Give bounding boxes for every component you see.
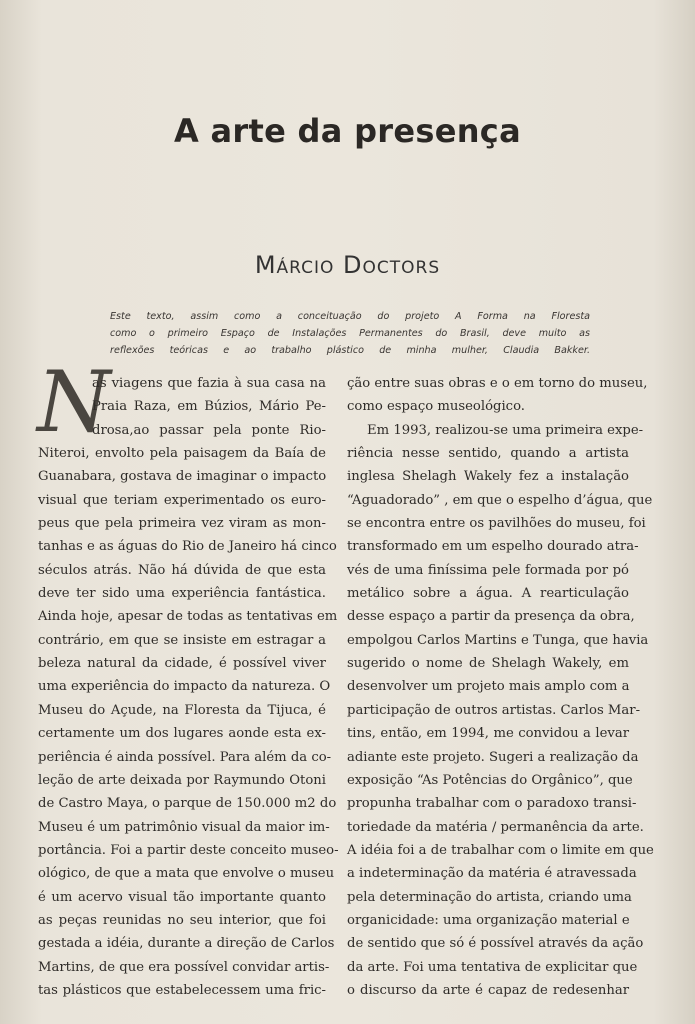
text-line: como espaço museológico.: [347, 399, 525, 415]
epigraph-line: como o primeiro Espaço de Instalações Permanentes do Brasil, deve muito as: [110, 328, 590, 339]
text-line: organicidade: uma organização material e: [347, 912, 630, 928]
text-line: Ainda hoje, apesar de todas as tentativas em: [38, 609, 338, 625]
text-line: metálico sobre a água. A rearticulação: [347, 586, 629, 602]
text-line: portância. Foi a partir deste conceito museo-: [38, 842, 339, 858]
text-line: riência nesse sentido, quando a artista: [347, 446, 629, 462]
text-line: ção entre suas obras e o em torno do museu,: [347, 376, 648, 391]
right-column: [347, 372, 654, 1002]
text-line: tanhas e as águas do Rio de Janeiro há cinco: [38, 539, 337, 555]
left-column: [38, 372, 339, 1002]
author-name: Márcio Doctors: [254, 251, 441, 279]
text-line: propunha trabalhar com o paradoxo transi-: [347, 796, 637, 812]
text-line: desse espaço a partir da presença da obra,: [347, 609, 635, 625]
text-line: se encontra entre os pavilhões do museu, foi: [347, 516, 646, 532]
text-line: inglesa Shelagh Wakely fez a instalação: [347, 469, 629, 485]
text-line: é um acervo visual tão importante quanto: [38, 889, 326, 905]
text-line: séculos atrás. Não há dúvida de que esta: [38, 562, 326, 578]
epigraph-line: reflexões teóricas e ao trabalho plástico de minha mulher, Claudia Bakker.: [110, 345, 590, 356]
text-line: periência é ainda possível. Para além da co-: [38, 749, 332, 765]
text-line: participação de outros artistas. Carlos Mar-: [347, 702, 641, 718]
text-line: certamente um dos lugares aonde esta ex-: [38, 726, 326, 742]
text-line: tins, então, em 1994, me convidou a levar: [347, 726, 629, 742]
text-line: Praia Raza, em Búzios, Mário Pe-: [92, 399, 326, 415]
text-line: adiante este projeto. Sugeri a realização da: [347, 749, 639, 765]
text-line: peus que pela primeira vez viram as mon-: [38, 516, 326, 532]
text-line: desenvolver um projeto mais amplo com a: [347, 679, 630, 695]
text-line: tas plásticos que estabelecessem uma fric-: [38, 982, 326, 998]
text-line: drosa,ao passar pela ponte Rio-: [92, 422, 326, 438]
text-line: as peças reunidas no seu interior, que foi: [38, 912, 326, 928]
text-line: pela determinação do artista, criando uma: [347, 889, 632, 905]
text-line: exposição “As Potências do Orgânico”, que: [347, 772, 633, 788]
text-line: de Castro Maya, o parque de 150.000 m2 do: [38, 796, 337, 812]
text-line: leção de arte deixada por Raymundo Otoni: [38, 772, 326, 788]
text-line: de sentido que só é possível através da ação: [347, 936, 644, 952]
text-line: deve ter sido uma experiência fantástica.: [38, 586, 326, 602]
text-line: Martins, de que era possível convidar artis-: [38, 959, 330, 975]
epigraph-note: [110, 308, 590, 359]
text-line: transformado em um espelho dourado atra-: [347, 539, 639, 555]
text-line: as viagens que fazia à sua casa na: [92, 376, 326, 391]
text-line: “Aguadorado” , em que o espelho d’água, que: [347, 492, 653, 508]
text-line: visual que teriam experimentado os euro-: [38, 492, 326, 508]
text-line: da arte. Foi uma tentativa de explicitar que: [347, 959, 638, 975]
text-line: A idéia foi a de trabalhar com o limite em que: [347, 842, 654, 858]
text-line: beleza natural da cidade, é possível viver: [38, 656, 326, 672]
text-line: vés de uma finíssima pele formada por pó: [347, 562, 629, 578]
text-line: empolgou Carlos Martins e Tunga, que havia: [347, 632, 649, 648]
text-line: Guanabara, gostava de imaginar o impacto: [38, 469, 327, 485]
text-line: Museu é um patrimônio visual da maior im-: [38, 819, 330, 835]
text-line: ológico, de que a mata que envolve o museu: [38, 866, 335, 882]
article-title: A arte da presença: [174, 112, 521, 150]
text-line: o discurso da arte é capaz de redesenhar: [347, 982, 629, 998]
text-line: Em 1993, realizou-se uma primeira expe-: [367, 422, 644, 438]
text-line: sugerido o nome de Shelagh Wakely, em: [347, 656, 629, 672]
text-line: a indeterminação da matéria é atravessada: [347, 866, 637, 882]
drop-cap: N: [37, 353, 111, 451]
text-line: gestada a idéia, durante a direção de Carlos: [38, 936, 335, 952]
text-line: Museu do Açude, na Floresta da Tijuca, é: [38, 702, 326, 718]
text-line: toriedade da matéria / permanência da arte.: [347, 819, 644, 835]
epigraph-line: Este texto, assim como a conceituação do projeto A Forma na Floresta: [110, 311, 590, 322]
text-line: contrário, em que se insiste em estragar a: [38, 632, 326, 648]
text-line: Niteroi, envolto pela paisagem da Baía de: [38, 446, 326, 462]
text-line: uma experiência do impacto da natureza. O: [38, 679, 331, 695]
